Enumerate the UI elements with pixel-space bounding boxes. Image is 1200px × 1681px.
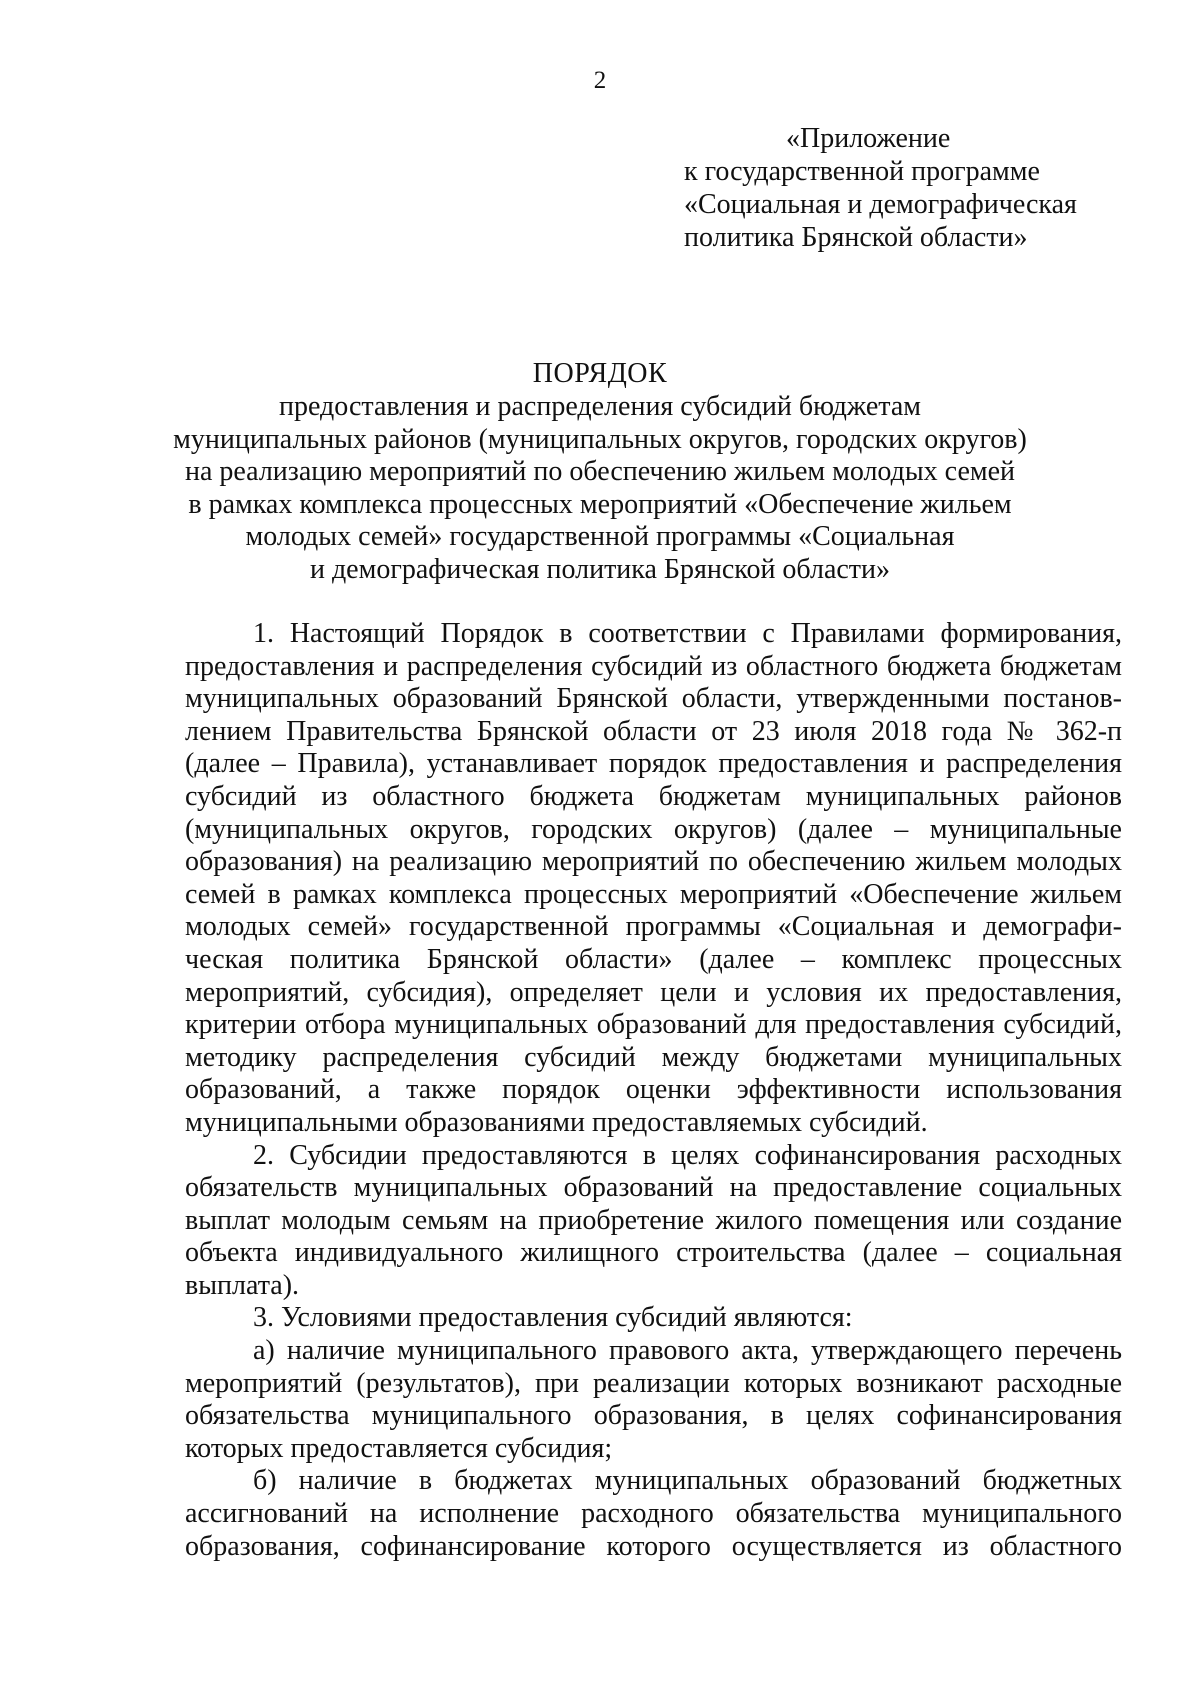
- body-line: 3. Условиями предоставления субсидий являются:: [253, 1302, 853, 1334]
- appendix-header: [684, 122, 1144, 254]
- body-line: образований, а также порядок оценки эффективности использования: [185, 1074, 1122, 1106]
- paragraph-3b: [185, 1465, 1122, 1563]
- appendix-line: «Приложение: [786, 123, 951, 154]
- body-line: (муниципальных округов, городских округов) (далее – муниципальные: [185, 813, 1122, 845]
- paragraph-1: [185, 618, 1122, 1140]
- subtitle-line: предоставления и распределения субсидий бюджетам: [278, 391, 921, 422]
- subtitle-line: на реализацию мероприятий по обеспечению жильем молодых семей: [184, 456, 1016, 488]
- body-line: лением Правительства Брянской области от 23 июля 2018 года № 362-п: [185, 715, 1122, 747]
- appendix-line: к государственной программе: [684, 156, 1040, 187]
- body-line: б) наличие в бюджетах муниципальных образований бюджетных: [253, 1465, 1122, 1497]
- subtitle-line: муниципальных районов (муниципальных округов, городских округов): [173, 423, 1027, 455]
- page-number: 2: [593, 67, 607, 94]
- appendix-line: политика Брянской области»: [684, 222, 1028, 253]
- body-line: выплат молодым семьям на приобретение жилого помещения или создание: [185, 1204, 1122, 1236]
- subtitle-line: в рамках комплекса процессных мероприятий «Обеспечение жильем: [188, 488, 1012, 520]
- body-line: образования, софинансирование которого осуществляется из областного: [185, 1530, 1122, 1562]
- body-line: объекта индивидуального жилищного строительства (далее – социальная: [185, 1237, 1122, 1269]
- body-line: обязательства муниципального образования, в целях софинансирования: [185, 1400, 1122, 1432]
- body-line: обязательств муниципальных образований на предоставление социальных: [185, 1172, 1122, 1204]
- body-line: предоставления и распределения субсидий из областного бюджета бюджетам: [185, 650, 1122, 682]
- document-subtitle: [150, 391, 1050, 587]
- body-line: 1. Настоящий Порядок в соответствии с Правилами формирования,: [253, 618, 1122, 649]
- paragraph-2: [185, 1140, 1122, 1303]
- paragraph-3a: [185, 1335, 1122, 1465]
- body-line: ческая политика Брянской области» (далее – комплекс процессных: [185, 943, 1122, 975]
- body-line: (далее – Правила), устанавливает порядок предоставления и распределения: [185, 748, 1122, 780]
- body-line: муниципальных образований Брянской области, утвержденными постанов-: [185, 683, 1122, 715]
- body-line: мероприятий, субсидия), определяет цели и условия их предоставления,: [185, 976, 1122, 1008]
- appendix-line: «Социальная и демографическая: [684, 189, 1077, 220]
- body-line: семей в рамках комплекса процессных мероприятий «Обеспечение жильем: [185, 878, 1122, 910]
- body-line: образования) на реализацию мероприятий по обеспечению жильем молодых: [185, 846, 1122, 878]
- body-line: молодых семей» государственной программы «Социальная и демографи-: [185, 911, 1122, 943]
- body-line: которых предоставляется субсидия;: [185, 1432, 613, 1464]
- subtitle-line: молодых семей» государственной программы «Социальная: [245, 521, 955, 553]
- body-line: мероприятий (результатов), при реализации которых возникают расходные: [185, 1367, 1122, 1399]
- document-body: [185, 618, 1122, 1563]
- body-line: выплата).: [185, 1269, 300, 1301]
- body-line: критерии отбора муниципальных образований для предоставления субсидий,: [185, 1009, 1122, 1041]
- document-title: ПОРЯДОК: [532, 358, 668, 389]
- body-line: 2. Субсидии предоставляются в целях софинансирования расходных: [253, 1139, 1122, 1171]
- body-line: а) наличие муниципального правового акта, утверждающего перечень: [253, 1335, 1122, 1367]
- body-line: субсидий из областного бюджета бюджетам муниципальных районов: [185, 780, 1122, 812]
- subtitle-line: и демографическая политика Брянской области»: [309, 553, 891, 585]
- body-line: муниципальными образованиями предоставляемых субсидий.: [185, 1106, 928, 1138]
- body-line: ассигнований на исполнение расходного обязательства муниципального: [185, 1498, 1122, 1530]
- body-line: методику распределения субсидий между бюджетами муниципальных: [185, 1041, 1122, 1073]
- paragraph-3: [185, 1302, 1122, 1335]
